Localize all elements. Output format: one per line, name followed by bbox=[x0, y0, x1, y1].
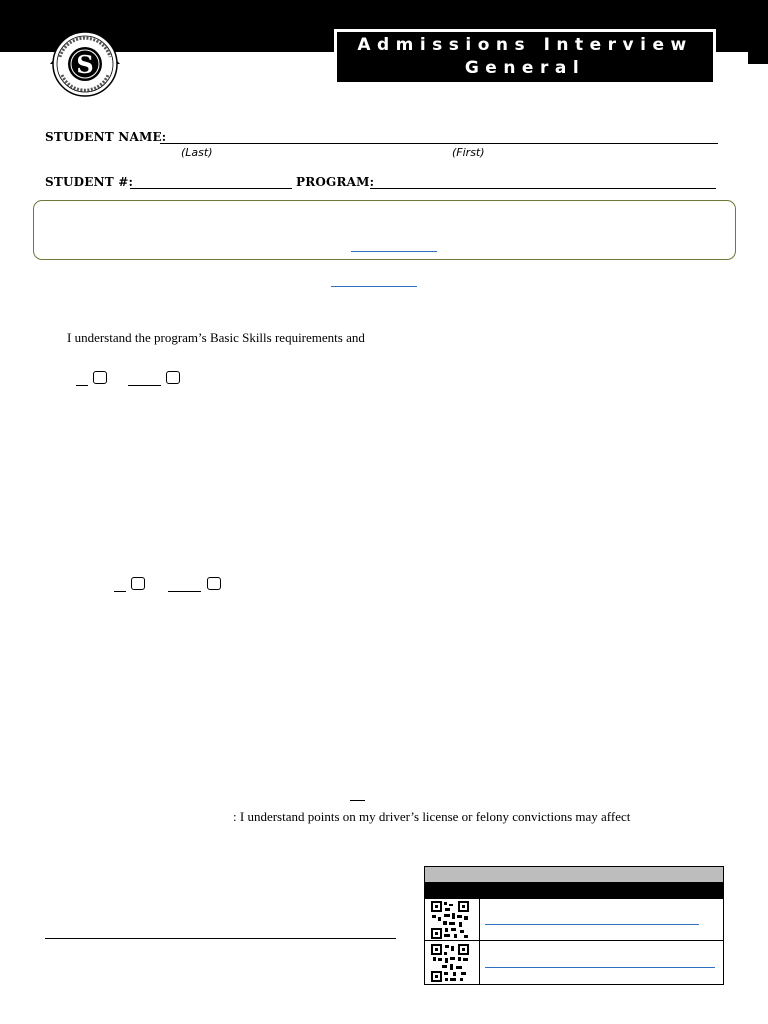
signature-line[interactable] bbox=[45, 938, 396, 939]
qr-row-2 bbox=[425, 940, 723, 985]
qr-code-icon[interactable] bbox=[430, 943, 470, 983]
qr-column-divider bbox=[479, 941, 480, 985]
license-statement: : I understand points on my driver’s license or felony convictions may affect bbox=[233, 809, 631, 824]
basic-skills-yes-checkbox[interactable] bbox=[93, 371, 107, 384]
title-line-2: General bbox=[464, 58, 586, 78]
notice-link[interactable] bbox=[351, 251, 437, 252]
school-logo bbox=[52, 31, 118, 97]
qr-row-1 bbox=[425, 898, 723, 941]
qr-code-icon[interactable] bbox=[430, 900, 470, 940]
student-number-label: STUDENT #: bbox=[45, 175, 134, 189]
qr-link-1[interactable] bbox=[485, 924, 699, 925]
student-name-label: STUDENT NAME: bbox=[45, 130, 167, 144]
qr-column-divider bbox=[479, 899, 480, 941]
basic-skills-no-checkbox[interactable] bbox=[166, 371, 180, 384]
qr-code-table bbox=[424, 866, 724, 985]
program-field[interactable] bbox=[370, 188, 716, 189]
title-line-1: Admissions Interview bbox=[357, 35, 693, 55]
document-title bbox=[334, 29, 716, 85]
student-name-field[interactable] bbox=[160, 143, 718, 144]
second-yes-checkbox[interactable] bbox=[131, 577, 145, 590]
initials-blank-no-2[interactable] bbox=[168, 591, 201, 592]
initials-blank-yes-2[interactable] bbox=[114, 591, 126, 592]
last-name-caption: (Last) bbox=[181, 146, 213, 159]
qr-table-header bbox=[425, 867, 723, 883]
basic-skills-statement: I understand the program’s Basic Skills requirements and bbox=[67, 330, 365, 345]
svg-text:S: S bbox=[76, 50, 94, 79]
info-link[interactable] bbox=[331, 286, 417, 287]
initials-blank-no[interactable] bbox=[128, 385, 161, 386]
first-name-caption: (First) bbox=[452, 146, 485, 159]
qr-table-subheader bbox=[425, 883, 723, 898]
student-number-field[interactable] bbox=[130, 188, 292, 189]
second-no-checkbox[interactable] bbox=[207, 577, 221, 590]
license-initials-blank[interactable] bbox=[350, 800, 365, 801]
initials-blank-yes[interactable] bbox=[76, 385, 88, 386]
program-label: PROGRAM: bbox=[296, 175, 375, 189]
qr-link-2[interactable] bbox=[485, 967, 715, 968]
